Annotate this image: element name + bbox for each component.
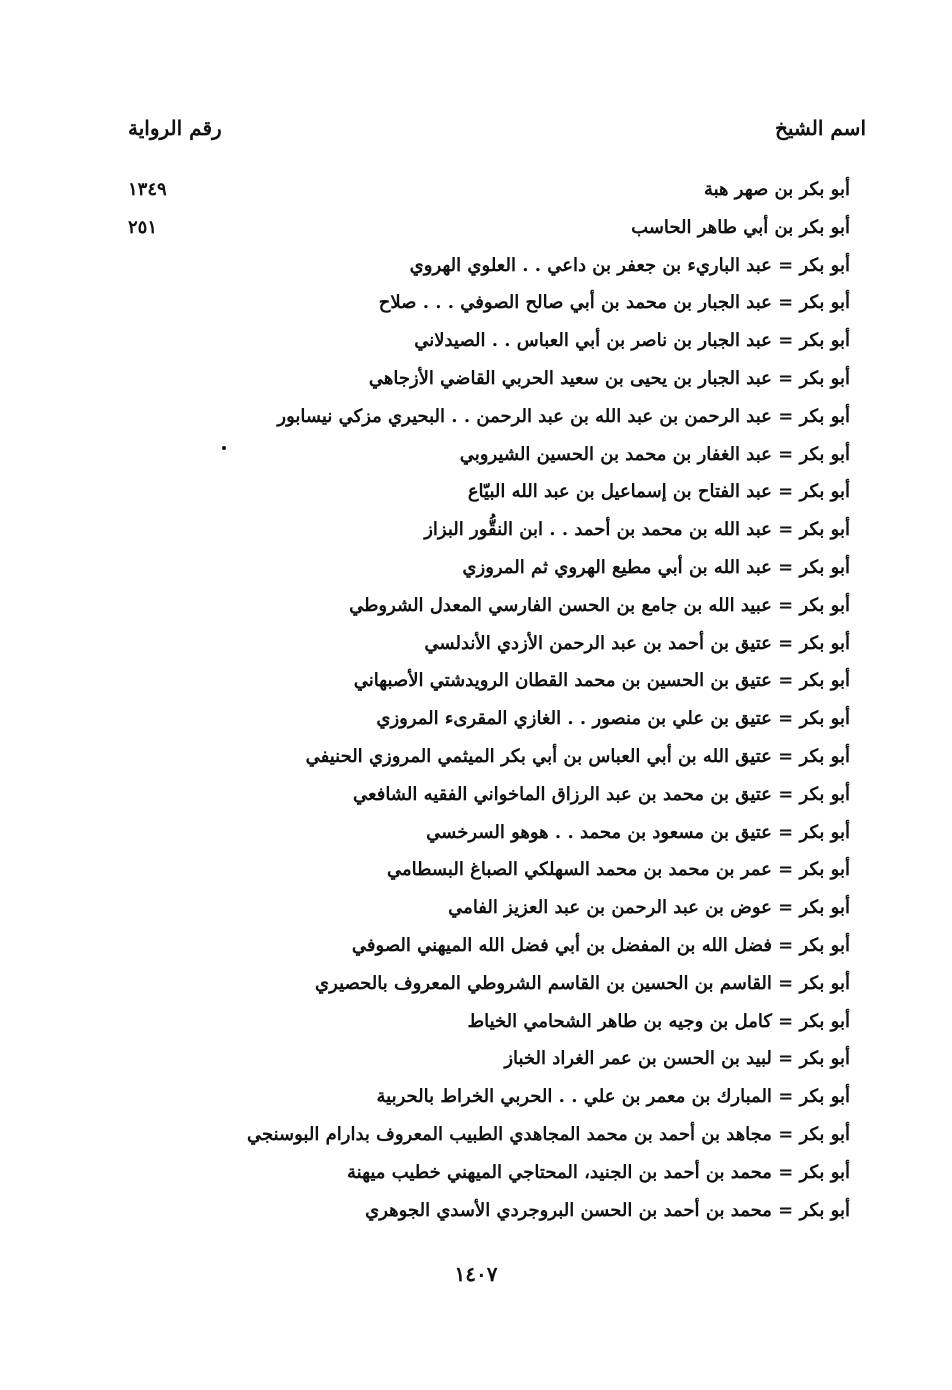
list-item: أبو بكر = عبد الجبار بن محمد بن أبي صالح الصوفي . . . صلاح [378, 292, 850, 314]
narration-number: ٢٥١ [128, 217, 158, 238]
list-item: أبو بكر = عتيق بن محمد بن عبد الرزاق الماخواني الفقيه الشافعي [353, 783, 850, 805]
list-item: أبو بكر = عبد الباريء بن جعفر بن داعي . . العلوي الهروي [409, 254, 850, 276]
list-item: أبو بكر بن صهر هبة [703, 179, 850, 200]
column-header-narration-number: رقم الرواية [128, 116, 222, 140]
list-item: أبو بكر = عمر بن محمد بن محمد السهلكي الصباغ البسطامي [386, 859, 850, 881]
list-item: أبو بكر = كامل بن وجيه بن طاهر الشحامي الخياط [467, 1010, 850, 1032]
narration-number: ١٣٤٩ [128, 179, 167, 200]
list-item: أبو بكر = فضل الله بن المفضل بن أبي فضل الله الميهني الصوفي [351, 934, 850, 956]
list-item: أبو بكر = مجاهد بن أحمد بن محمد المجاهدي الطبيب المعروف بدارام البوسنجي [247, 1123, 850, 1145]
list-item: أبو بكر = عبد الله بن أبي مطيع الهروي ثم المروزي [462, 556, 850, 578]
list-item: أبو بكر = عبد الله بن محمد بن أحمد . . ابن النقُّور البزاز [424, 519, 850, 541]
entries-list [200, 171, 850, 1229]
list-item: أبو بكر = عوض بن عبد الرحمن بن عبد العزيز الفامي [448, 897, 850, 919]
list-item: أبو بكر = عتيق بن الحسين بن محمد القطان الرويدشتي الأصبهاني [353, 670, 850, 692]
list-item: أبو بكر = عبد الجبار بن ناصر بن أبي العباس . . الصيدلاني [414, 330, 850, 352]
page-number: ١٤٠٧ [454, 1262, 498, 1286]
list-item: أبو بكر = محمد بن أحمد بن الجنيد، المحتاجي الميهني خطيب ميهنة [346, 1161, 850, 1183]
list-item: أبو بكر = محمد بن أحمد بن الحسن البروجردي الأسدي الجوهري [365, 1199, 850, 1221]
stray-dot-mark [222, 446, 226, 450]
list-item: أبو بكر = لبيد بن الحسن بن عمر الغراد الخباز [504, 1048, 850, 1070]
list-item: أبو بكر = عبد الغفار بن محمد بن الحسين الشيروبي [459, 443, 850, 465]
list-item: أبو بكر = عبيد الله بن جامع بن الحسن الفارسي المعدل الشروطي [349, 594, 850, 616]
list-item: أبو بكر = عتيق الله بن أبي العباس بن أبي بكر الميثمي المروزي الحنيفي [305, 745, 850, 767]
list-item: أبو بكر = عبد الجبار بن يحيى بن سعيد الحربي القاضي الأزجاهي [368, 367, 850, 389]
list-item: أبو بكر = عتيق بن أحمد بن عبد الرحمن الأزدي الأندلسي [424, 632, 850, 654]
column-header-sheikh-name: اسم الشيخ [774, 116, 866, 140]
list-item: أبو بكر = عبد الرحمن بن عبد الله بن عبد الرحمن . . البحيري مزكي نيسابور [277, 405, 850, 427]
list-item: أبو بكر = عتيق بن مسعود بن محمد . . هوهو السرخسي [426, 821, 850, 843]
list-item: أبو بكر = المبارك بن معمر بن علي . . الحربي الخراط بالحربية [376, 1086, 850, 1108]
list-item: أبو بكر بن أبي طاهر الحاسب [631, 216, 850, 238]
list-item: أبو بكر = القاسم بن الحسين بن القاسم الشروطي المعروف بالحصيري [315, 972, 850, 994]
list-item: أبو بكر = عبد الفتاح بن إسماعيل بن عبد الله البيّاع [467, 481, 850, 503]
list-item: أبو بكر = عتيق بن علي بن منصور . . الغازي المقرىء المروزي [376, 708, 850, 730]
